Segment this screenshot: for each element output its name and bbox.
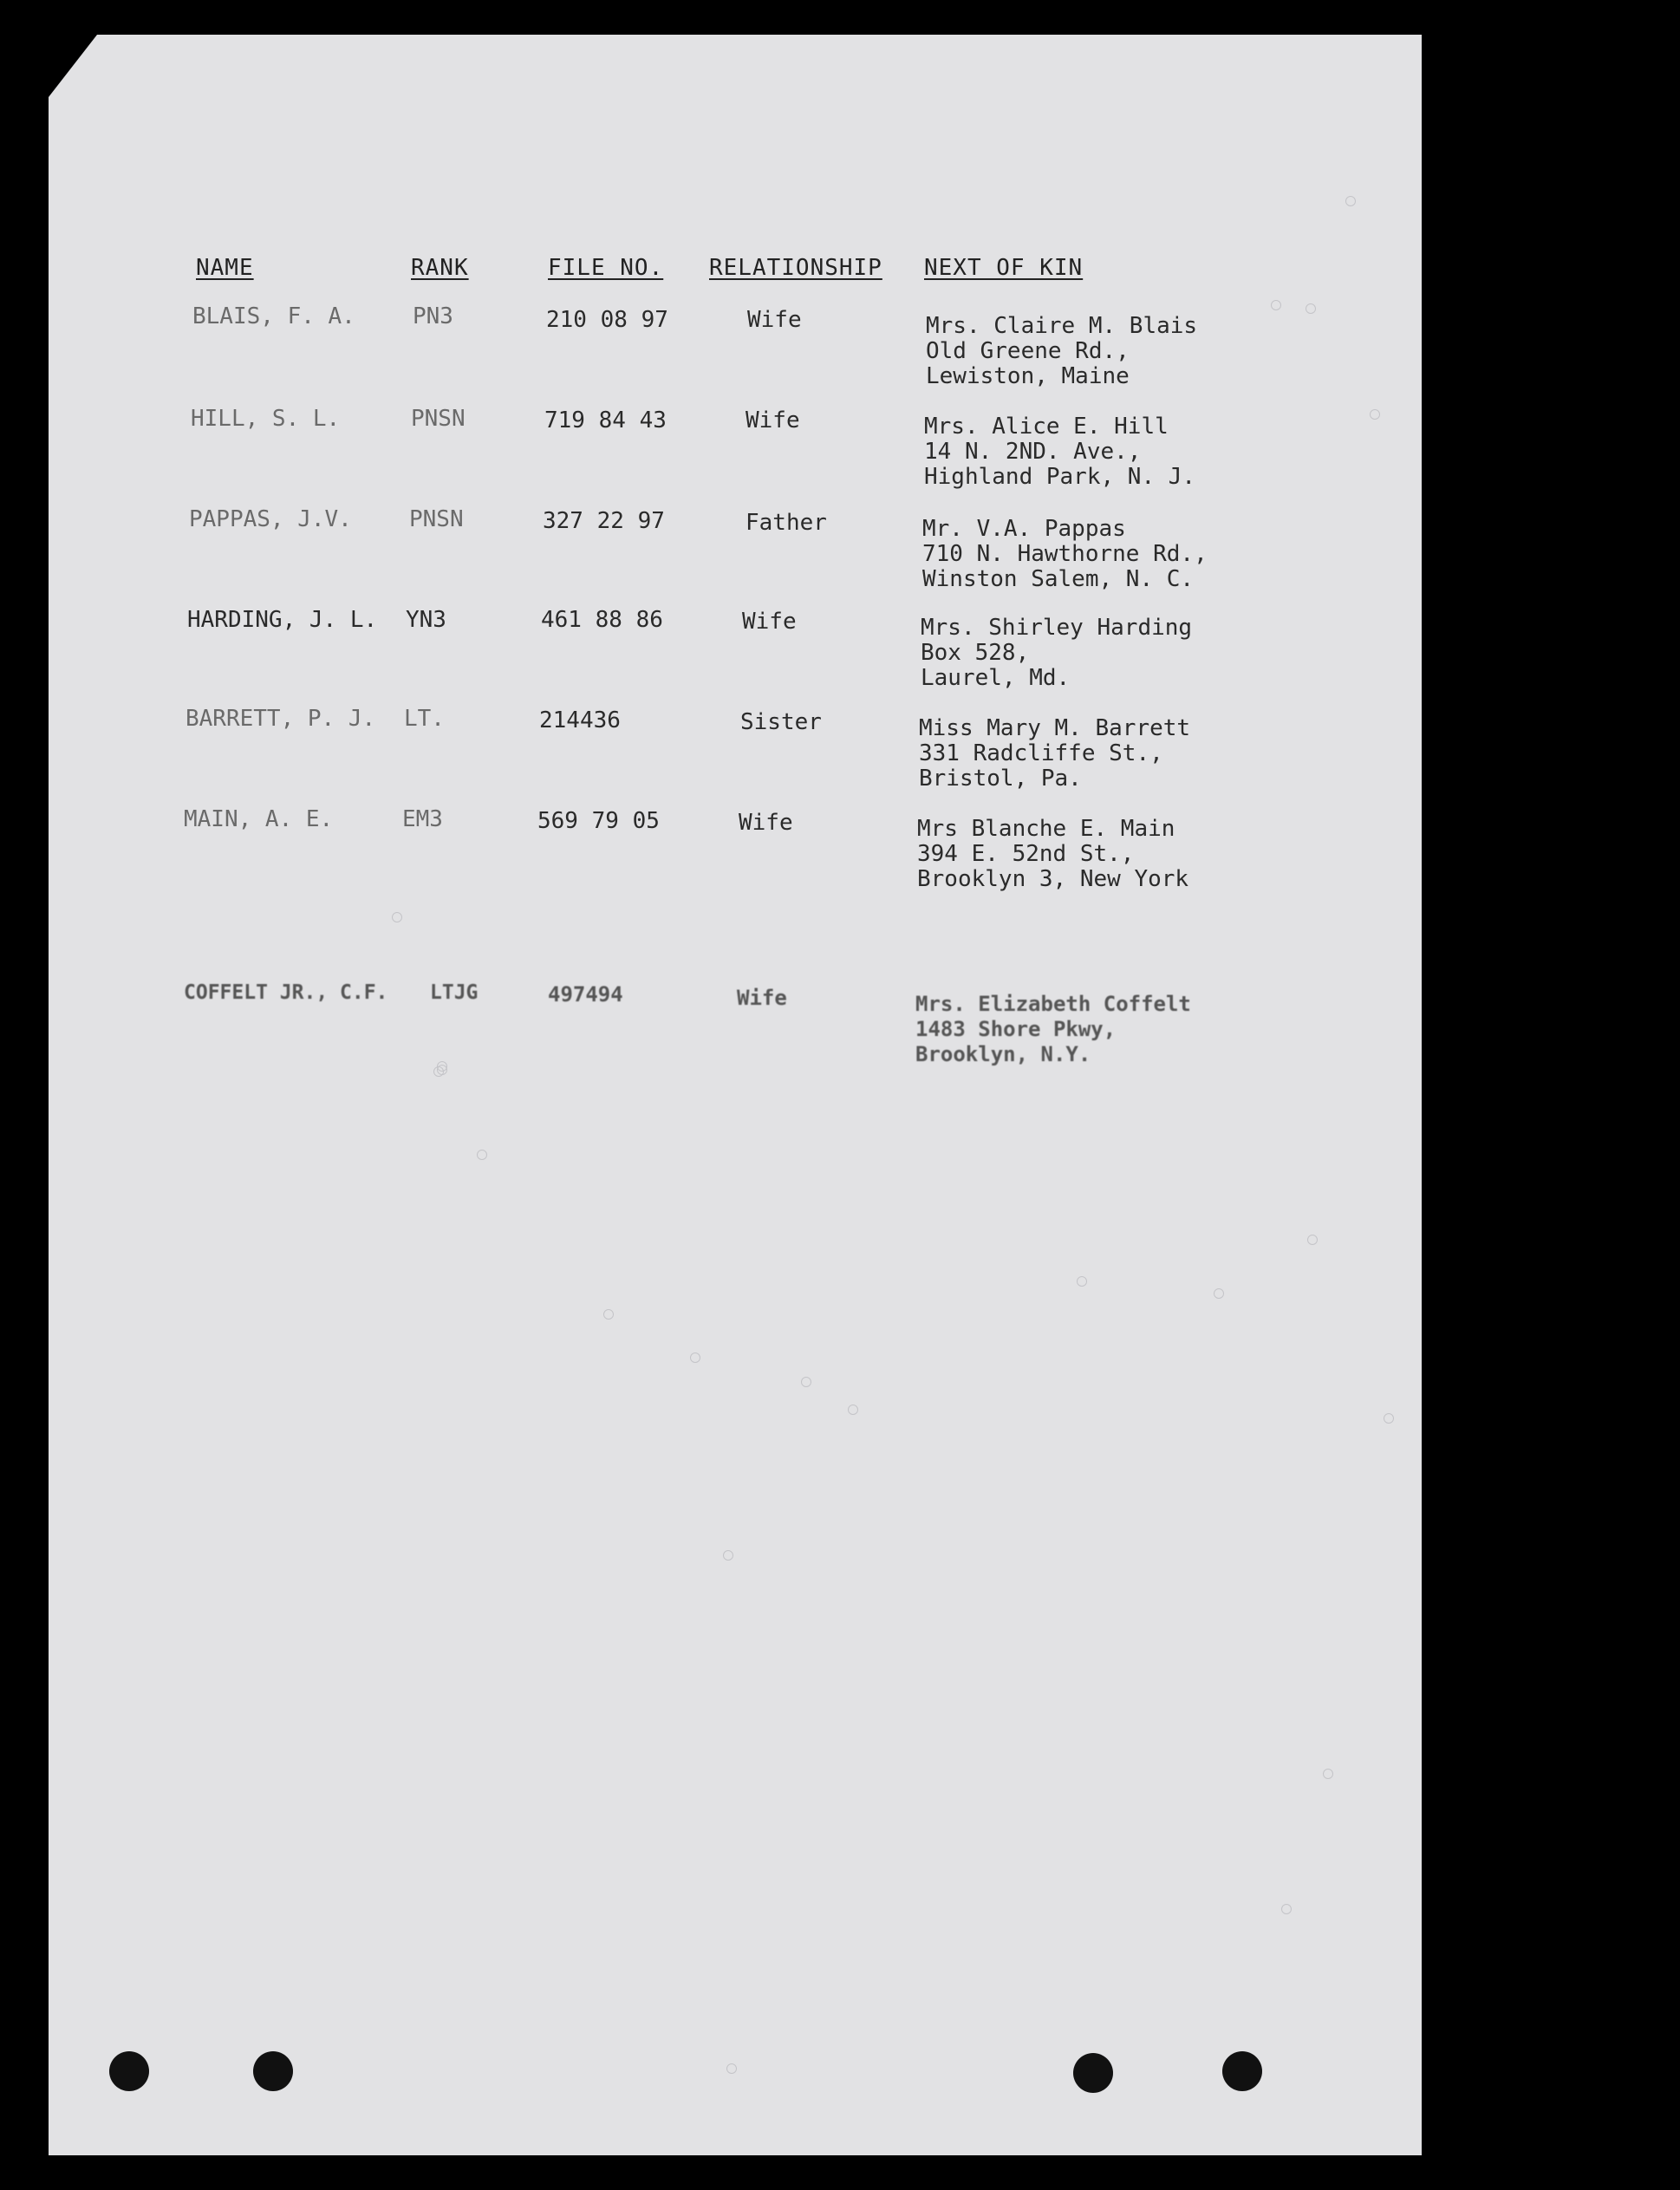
punch-hole bbox=[1222, 2051, 1262, 2091]
row-relationship: Wife bbox=[742, 609, 797, 635]
row-name: PAPPAS, J.V. bbox=[189, 506, 352, 532]
kin-line: Highland Park, N. J. bbox=[924, 464, 1196, 490]
header-name: NAME bbox=[196, 255, 254, 281]
paper-speck bbox=[1214, 1288, 1224, 1299]
kin-line: 1483 Shore Pkwy, bbox=[915, 1017, 1117, 1041]
row-file-no: 327 22 97 bbox=[543, 508, 665, 534]
paper-speck bbox=[1345, 196, 1356, 206]
paper-speck bbox=[392, 912, 402, 922]
paper-speck bbox=[1370, 409, 1380, 420]
paper-speck bbox=[690, 1352, 700, 1363]
row-rank: PN3 bbox=[413, 303, 453, 329]
kin-line: Mr. V.A. Pappas bbox=[922, 516, 1126, 542]
paper-speck bbox=[603, 1309, 614, 1320]
document-page bbox=[49, 35, 1422, 2155]
paper-speck bbox=[726, 2063, 737, 2074]
punch-hole bbox=[253, 2051, 293, 2091]
paper-speck bbox=[477, 1150, 487, 1160]
kin-line: Winston Salem, N. C. bbox=[922, 566, 1195, 592]
row-file-no: 719 84 43 bbox=[544, 407, 667, 433]
row-name: HARDING, J. L. bbox=[187, 607, 378, 633]
row-rank: EM3 bbox=[402, 806, 443, 832]
row-rank: LTJG bbox=[430, 981, 479, 1004]
row-file-no: 214436 bbox=[539, 707, 621, 733]
punch-hole bbox=[109, 2051, 149, 2091]
kin-line: Brooklyn 3, New York bbox=[917, 866, 1189, 892]
kin-line: 331 Radcliffe St., bbox=[919, 740, 1163, 766]
paper-speck bbox=[433, 1066, 444, 1077]
row-relationship: Wife bbox=[746, 407, 800, 433]
paper-speck bbox=[1281, 1904, 1292, 1914]
kin-line: Old Greene Rd., bbox=[926, 338, 1130, 364]
kin-line: 14 N. 2ND. Ave., bbox=[924, 439, 1142, 465]
kin-line: 710 N. Hawthorne Rd., bbox=[922, 541, 1208, 567]
row-rank: LT. bbox=[404, 706, 445, 732]
row-name: BLAIS, F. A. bbox=[192, 303, 355, 329]
row-rank: PNSN bbox=[411, 406, 466, 432]
row-relationship: Wife bbox=[737, 986, 787, 1010]
paper-speck bbox=[801, 1377, 811, 1387]
row-name: MAIN, A. E. bbox=[184, 806, 334, 832]
paper-speck bbox=[1271, 300, 1281, 310]
row-file-no: 497494 bbox=[548, 982, 623, 1007]
paper-speck bbox=[1306, 303, 1316, 314]
kin-line: Box 528, bbox=[921, 640, 1030, 666]
kin-line: Mrs. Alice E. Hill bbox=[924, 414, 1169, 440]
kin-line: Mrs Blanche E. Main bbox=[917, 816, 1175, 842]
kin-line: Miss Mary M. Barrett bbox=[919, 715, 1191, 741]
paper-speck bbox=[723, 1550, 733, 1561]
punch-hole bbox=[1073, 2053, 1113, 2093]
row-relationship: Wife bbox=[747, 307, 802, 333]
paper-speck bbox=[848, 1405, 858, 1415]
kin-line: Mrs. Claire M. Blais bbox=[926, 313, 1198, 339]
row-name: HILL, S. L. bbox=[191, 406, 341, 432]
header-file-no: FILE NO. bbox=[548, 255, 664, 281]
paper-speck bbox=[1077, 1276, 1087, 1287]
kin-line: 394 E. 52nd St., bbox=[917, 841, 1135, 867]
row-name: BARRETT, P. J. bbox=[186, 706, 376, 732]
paper-speck bbox=[1307, 1235, 1318, 1245]
header-next-of-kin: NEXT OF KIN bbox=[924, 255, 1084, 281]
row-rank: PNSN bbox=[409, 506, 464, 532]
paper-speck bbox=[1384, 1413, 1394, 1424]
row-relationship: Wife bbox=[739, 810, 793, 836]
kin-line: Lewiston, Maine bbox=[926, 363, 1130, 389]
row-rank: YN3 bbox=[406, 607, 446, 633]
row-relationship: Father bbox=[746, 510, 827, 536]
row-file-no: 461 88 86 bbox=[541, 607, 663, 633]
paper-speck bbox=[1323, 1769, 1333, 1779]
row-name: COFFELT JR., C.F. bbox=[184, 981, 388, 1004]
kin-line: Laurel, Md. bbox=[921, 665, 1071, 691]
header-relationship: RELATIONSHIP bbox=[709, 255, 882, 281]
row-relationship: Sister bbox=[740, 709, 822, 735]
row-file-no: 569 79 05 bbox=[537, 808, 660, 834]
kin-line: Mrs. Elizabeth Coffelt bbox=[915, 992, 1191, 1016]
kin-line: Bristol, Pa. bbox=[919, 766, 1082, 792]
kin-line: Mrs. Shirley Harding bbox=[921, 615, 1193, 641]
row-file-no: 210 08 97 bbox=[546, 307, 668, 333]
kin-line: Brooklyn, N.Y. bbox=[915, 1042, 1091, 1066]
header-rank: RANK bbox=[411, 255, 469, 281]
